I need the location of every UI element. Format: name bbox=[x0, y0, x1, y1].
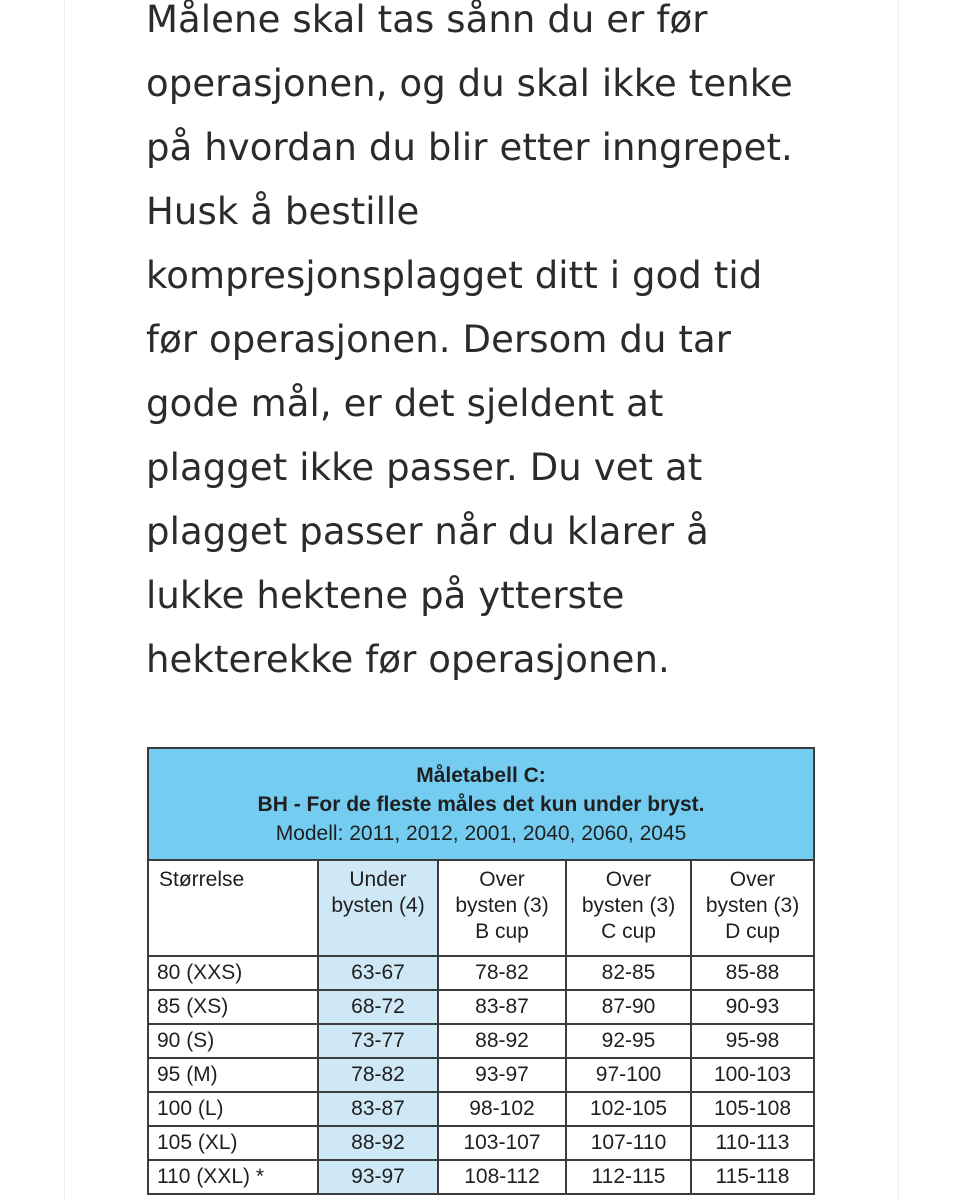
article-line: gode mål, er det sjeldent at bbox=[146, 382, 664, 425]
table-row bbox=[148, 956, 814, 990]
header-under-bust bbox=[318, 860, 438, 956]
table-row bbox=[148, 1058, 814, 1092]
cell-under-bust: 93-97 bbox=[318, 1160, 438, 1194]
article-line: på hvordan du blir etter inngrepet. bbox=[146, 126, 793, 169]
article-line: kompresjonsplagget ditt i god tid bbox=[146, 254, 763, 297]
header-text: bysten (3) bbox=[455, 894, 549, 917]
cell-over-bust-b: 78-82 bbox=[438, 956, 566, 990]
header-over-bust-d bbox=[691, 860, 814, 956]
cell-over-bust-b: 83-87 bbox=[438, 990, 566, 1024]
cell-size: 85 (XS) bbox=[148, 990, 318, 1024]
article-paragraph bbox=[146, 0, 846, 692]
table-caption bbox=[148, 748, 814, 860]
article-line: plagget ikke passer. Du vet at bbox=[146, 446, 703, 489]
cell-over-bust-d: 115-118 bbox=[691, 1160, 814, 1194]
cell-over-bust-d: 100-103 bbox=[691, 1058, 814, 1092]
table-row bbox=[148, 1160, 814, 1194]
cell-under-bust: 83-87 bbox=[318, 1092, 438, 1126]
header-text: C cup bbox=[601, 920, 656, 943]
cell-size: 90 (S) bbox=[148, 1024, 318, 1058]
cell-over-bust-d: 105-108 bbox=[691, 1092, 814, 1126]
header-text: Over bbox=[729, 868, 776, 891]
cell-size: 95 (M) bbox=[148, 1058, 318, 1092]
article-line: Husk å bestille bbox=[146, 190, 420, 233]
article-line: Målene skal tas sånn du er før bbox=[146, 0, 708, 41]
cell-under-bust: 88-92 bbox=[318, 1126, 438, 1160]
cell-size: 110 (XXL) * bbox=[148, 1160, 318, 1194]
cell-under-bust: 78-82 bbox=[318, 1058, 438, 1092]
table-row bbox=[148, 1024, 814, 1058]
cell-over-bust-c: 112-115 bbox=[566, 1160, 691, 1194]
header-text: Over bbox=[479, 868, 525, 891]
article-line: lukke hektene på ytterste bbox=[146, 574, 625, 617]
cell-size: 80 (XXS) bbox=[148, 956, 318, 990]
cell-over-bust-d: 110-113 bbox=[691, 1126, 814, 1160]
table-subtitle: BH - For de fleste måles det kun under bryst. bbox=[257, 792, 705, 816]
article-line: plagget passer når du klarer å bbox=[146, 510, 709, 553]
cell-over-bust-c: 92-95 bbox=[566, 1024, 691, 1058]
cell-over-bust-d: 85-88 bbox=[691, 956, 814, 990]
header-text: Under bbox=[349, 868, 407, 891]
cell-over-bust-d: 90-93 bbox=[691, 990, 814, 1024]
cell-over-bust-c: 82-85 bbox=[566, 956, 691, 990]
header-text: B cup bbox=[475, 920, 529, 943]
cell-over-bust-b: 98-102 bbox=[438, 1092, 566, 1126]
header-over-bust-c bbox=[566, 860, 691, 956]
header-text: bysten (4) bbox=[331, 894, 425, 917]
table-header-row bbox=[148, 860, 814, 956]
size-table bbox=[147, 747, 815, 1195]
cell-over-bust-c: 107-110 bbox=[566, 1126, 691, 1160]
article-line: før operasjonen. Dersom du tar bbox=[146, 318, 732, 361]
header-text: D cup bbox=[725, 920, 780, 943]
cell-under-bust: 63-67 bbox=[318, 956, 438, 990]
cell-size: 105 (XL) bbox=[148, 1126, 318, 1160]
table-row bbox=[148, 990, 814, 1024]
header-over-bust-b bbox=[438, 860, 566, 956]
header-text: bysten (3) bbox=[705, 894, 800, 917]
table-title: Måletabell C: bbox=[416, 763, 546, 787]
cell-size: 100 (L) bbox=[148, 1092, 318, 1126]
header-text: Over bbox=[605, 868, 652, 891]
cell-over-bust-b: 88-92 bbox=[438, 1024, 566, 1058]
cell-over-bust-c: 97-100 bbox=[566, 1058, 691, 1092]
cell-over-bust-b: 93-97 bbox=[438, 1058, 566, 1092]
cell-over-bust-c: 87-90 bbox=[566, 990, 691, 1024]
header-size bbox=[148, 860, 318, 956]
cell-over-bust-d: 95-98 bbox=[691, 1024, 814, 1058]
cell-over-bust-c: 102-105 bbox=[566, 1092, 691, 1126]
cell-under-bust: 68-72 bbox=[318, 990, 438, 1024]
cell-under-bust: 73-77 bbox=[318, 1024, 438, 1058]
header-text: Størrelse bbox=[159, 868, 245, 891]
cell-over-bust-b: 108-112 bbox=[438, 1160, 566, 1194]
table-row bbox=[148, 1092, 814, 1126]
article-line: operasjonen, og du skal ikke tenke bbox=[146, 62, 793, 105]
header-text: bysten (3) bbox=[581, 894, 676, 917]
cell-over-bust-b: 103-107 bbox=[438, 1126, 566, 1160]
article-line: hekterekke før operasjonen. bbox=[146, 638, 670, 681]
table-models: Modell: 2011, 2012, 2001, 2040, 2060, 2045 bbox=[275, 821, 687, 845]
table-row bbox=[148, 1126, 814, 1160]
